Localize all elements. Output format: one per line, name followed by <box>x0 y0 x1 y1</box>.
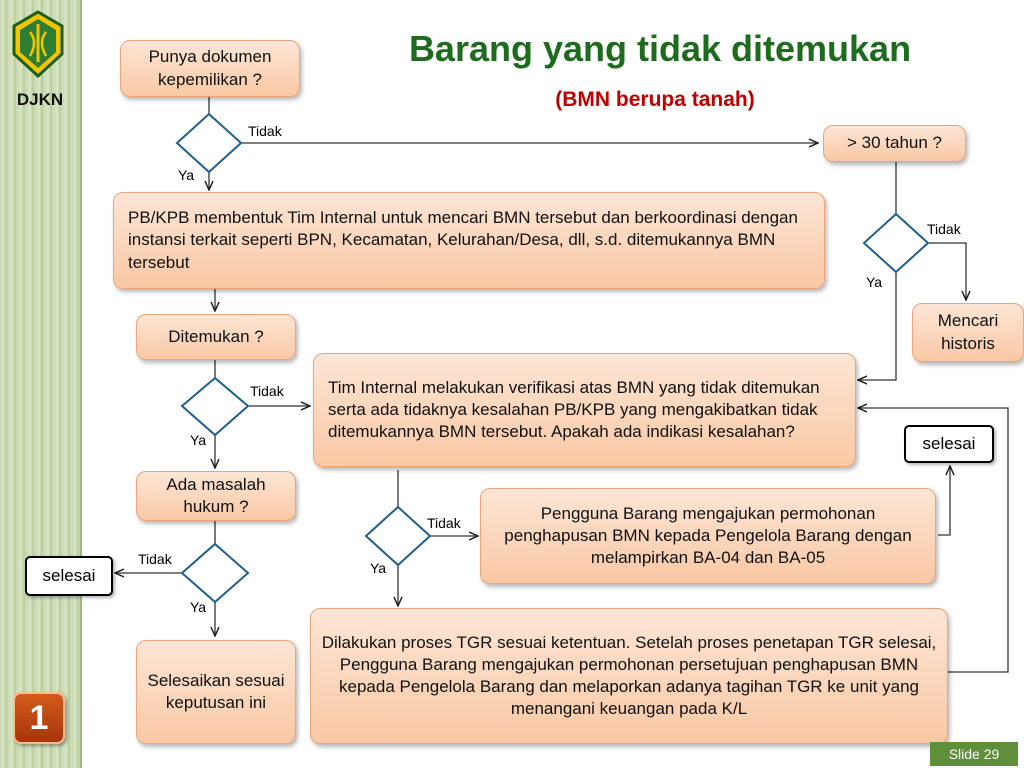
label-ya: Ya <box>178 167 195 183</box>
node-tim-internal: PB/KPB membentuk Tim Internal untuk mencari BMN tersebut dan berkoordinasi dengan instansi terkait seperti BPN, Kecamatan, Kelurahan/Desa, dll, s.d. ditemukannya BMN tersebut <box>113 192 825 289</box>
connector <box>938 466 950 535</box>
node-verifikasi: Tim Internal melakukan verifikasi atas BMN yang tidak ditemukan serta ada tidaknya kesalahan PB/KPB yang mengakibatkan tidak ditemukannya BMN tersebut. Apakah ada indikasi kesalahan? <box>313 353 856 467</box>
label-ya: Ya <box>190 432 207 448</box>
node-30-tahun: > 30 tahun ? <box>823 125 966 162</box>
label-ya: Ya <box>370 560 387 576</box>
node-pengajuan-penghapusan: Pengguna Barang mengajukan permohonan penghapusan BMN kepada Pengelola Barang dengan melampirkan BA-04 dan BA-05 <box>480 488 936 584</box>
decision-diamond-hukum <box>182 544 248 602</box>
connector <box>928 243 966 300</box>
decision-diamond-kesalahan <box>366 507 430 565</box>
decision-diamond-30-tahun <box>864 214 928 272</box>
slide-number-badge: 1 <box>13 692 65 744</box>
page-subtitle: (BMN berupa tanah) <box>555 88 755 111</box>
label-tidak: Tidak <box>927 221 961 237</box>
label-ya: Ya <box>190 599 207 615</box>
node-mencari-historis: Mencari historis <box>912 303 1024 362</box>
node-selesaikan: Selesaikan sesuai keputusan ini <box>136 640 296 744</box>
node-proses-tgr: Dilakukan proses TGR sesuai ketentuan. Setelah proses penetapan TGR selesai, Pengguna Barang mengajukan permohonan persetujuan penghapusan BMN kepada Pengelola Barang dan melaporkan adanya tagihan TGR ke unit yang menangani keuangan pada K/L <box>310 608 948 744</box>
label-tidak: Tidak <box>427 515 461 531</box>
terminal-selesai-left: selesai <box>25 556 113 596</box>
terminal-selesai-right: selesai <box>904 425 994 463</box>
node-masalah-hukum: Ada masalah hukum ? <box>136 471 296 521</box>
page-title: Barang yang tidak ditemukan <box>408 28 912 69</box>
label-tidak: Tidak <box>248 123 282 139</box>
label-tidak: Tidak <box>250 383 284 399</box>
label-tidak: Tidak <box>138 551 172 567</box>
node-ditemukan: Ditemukan ? <box>136 314 296 360</box>
label-ya: Ya <box>866 274 883 290</box>
slide-number-label: Slide 29 <box>930 742 1018 766</box>
node-punya-dokumen: Punya dokumen kepemilikan ? <box>120 40 300 97</box>
decision-diamond-dokumen <box>177 114 241 172</box>
djkn-logo-text: DJKN <box>16 90 64 109</box>
decision-diamond-ditemukan <box>182 378 248 435</box>
